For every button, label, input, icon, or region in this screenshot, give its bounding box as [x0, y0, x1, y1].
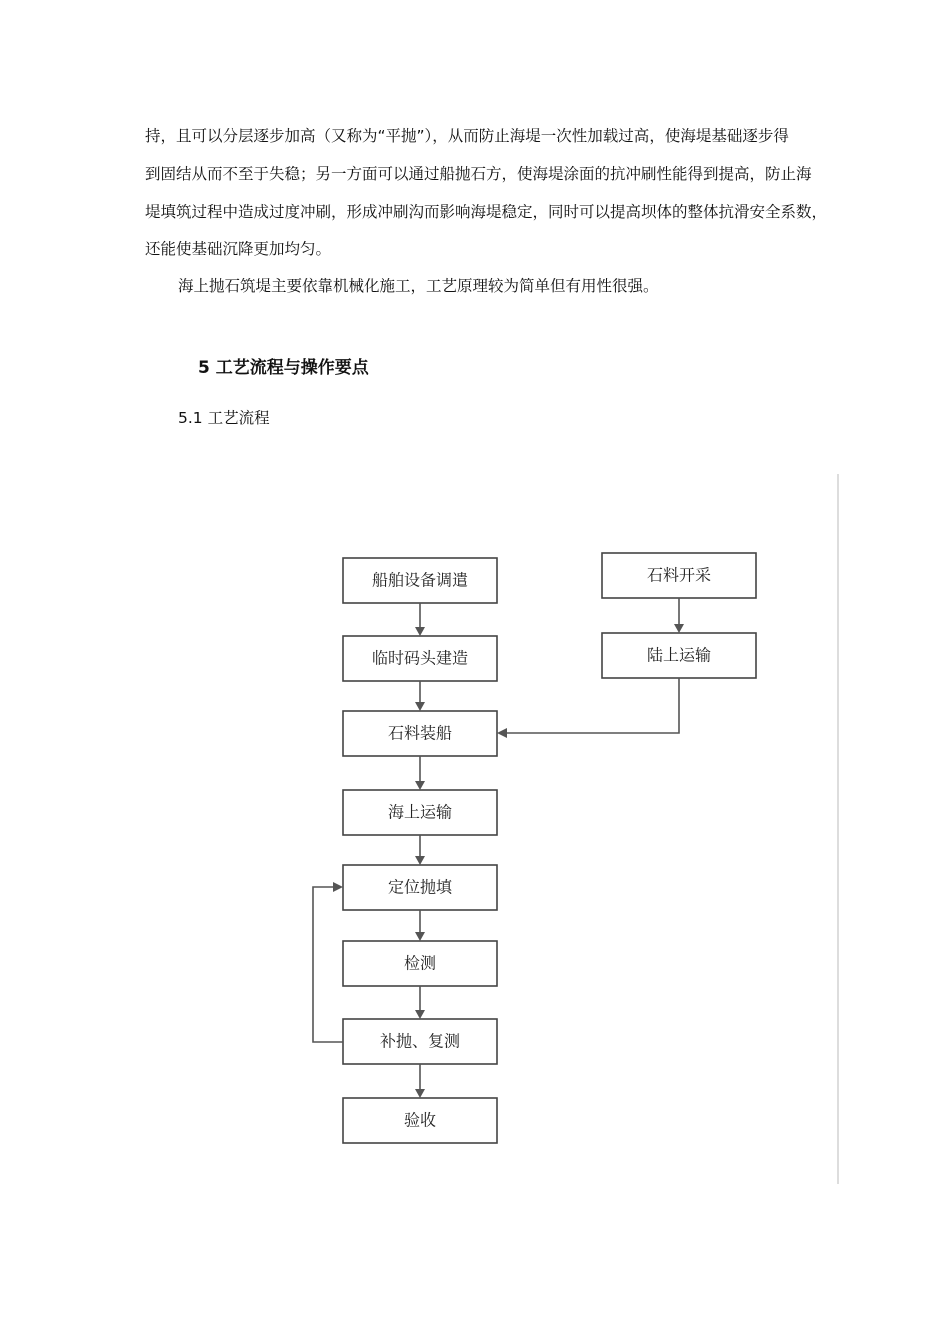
- flow-arrow-wharf-to-loading: [415, 681, 425, 711]
- flow-box-ship-dispatch: [343, 558, 497, 603]
- flow-box-sea-transport: [343, 790, 497, 835]
- flow-box-label: 定位抛填: [387, 877, 453, 897]
- paragraph-1-line-3: 堤填筑过程中造成过度冲刷，形成冲刷沟而影响海堤稳定，同时可以提高坝体的整体抗滑安全系数，: [145, 203, 828, 221]
- flow-box-label: 补抛、复测: [379, 1031, 461, 1051]
- flow-arrow-feedback-loop: [313, 882, 343, 1042]
- flow-arrow-inspection-to-supplement: [415, 986, 425, 1019]
- flow-arrow-quarrying-to-land-transport: [674, 598, 684, 633]
- flow-box-label: 海上运输: [387, 802, 453, 822]
- flow-box-label: 船舶设备调遣: [371, 570, 469, 590]
- flow-box-label: 陆上运输: [646, 645, 712, 665]
- flow-arrow-dispatch-to-wharf: [415, 603, 425, 636]
- flow-arrow-loading-to-sea-transport: [415, 756, 425, 790]
- section-subheading: 5.1 工艺流程: [178, 409, 270, 427]
- flow-arrow-supplement-to-acceptance: [415, 1064, 425, 1098]
- flow-box-label: 检测: [403, 953, 437, 973]
- flow-box-temp-wharf: [343, 636, 497, 681]
- paragraph-1-line-4: 还能使基础沉降更加均匀。: [145, 240, 332, 258]
- flow-box-acceptance: [343, 1098, 497, 1143]
- flow-box-supplement-retest: [343, 1019, 497, 1064]
- flow-box-label: 临时码头建造: [371, 648, 469, 668]
- paragraph-2-line-1: 海上抛石筑堤主要依靠机械化施工，工艺原理较为简单但有用性很强。: [178, 277, 659, 295]
- flow-box-label: 石料开采: [646, 565, 712, 585]
- flow-arrow-sea-transport-to-dumping: [415, 835, 425, 865]
- flow-box-land-transport: [602, 633, 756, 678]
- section-heading: 5 工艺流程与操作要点: [198, 358, 369, 378]
- flow-arrow-land-transport-to-loading: [497, 678, 679, 738]
- flow-box-quarrying: [602, 553, 756, 598]
- flow-box-inspection: [343, 941, 497, 986]
- flow-arrow-dumping-to-inspection: [415, 910, 425, 941]
- paragraph-1-line-1: 持，且可以分层逐步加高（又称为“平抛”），从而防止海堤一次性加载过高，使海堤基础逐步得: [145, 127, 789, 145]
- flow-box-stone-loading: [343, 711, 497, 756]
- flow-box-label: 石料装船: [387, 723, 453, 743]
- flow-box-positioning-dumping: [343, 865, 497, 910]
- flow-box-label: 验收: [403, 1110, 437, 1130]
- paragraph-1-line-2: 到固结从而不至于失稳；另一方面可以通过船抛石方，使海堤涂面的抗冲刷性能得到提高，防止海: [145, 165, 812, 183]
